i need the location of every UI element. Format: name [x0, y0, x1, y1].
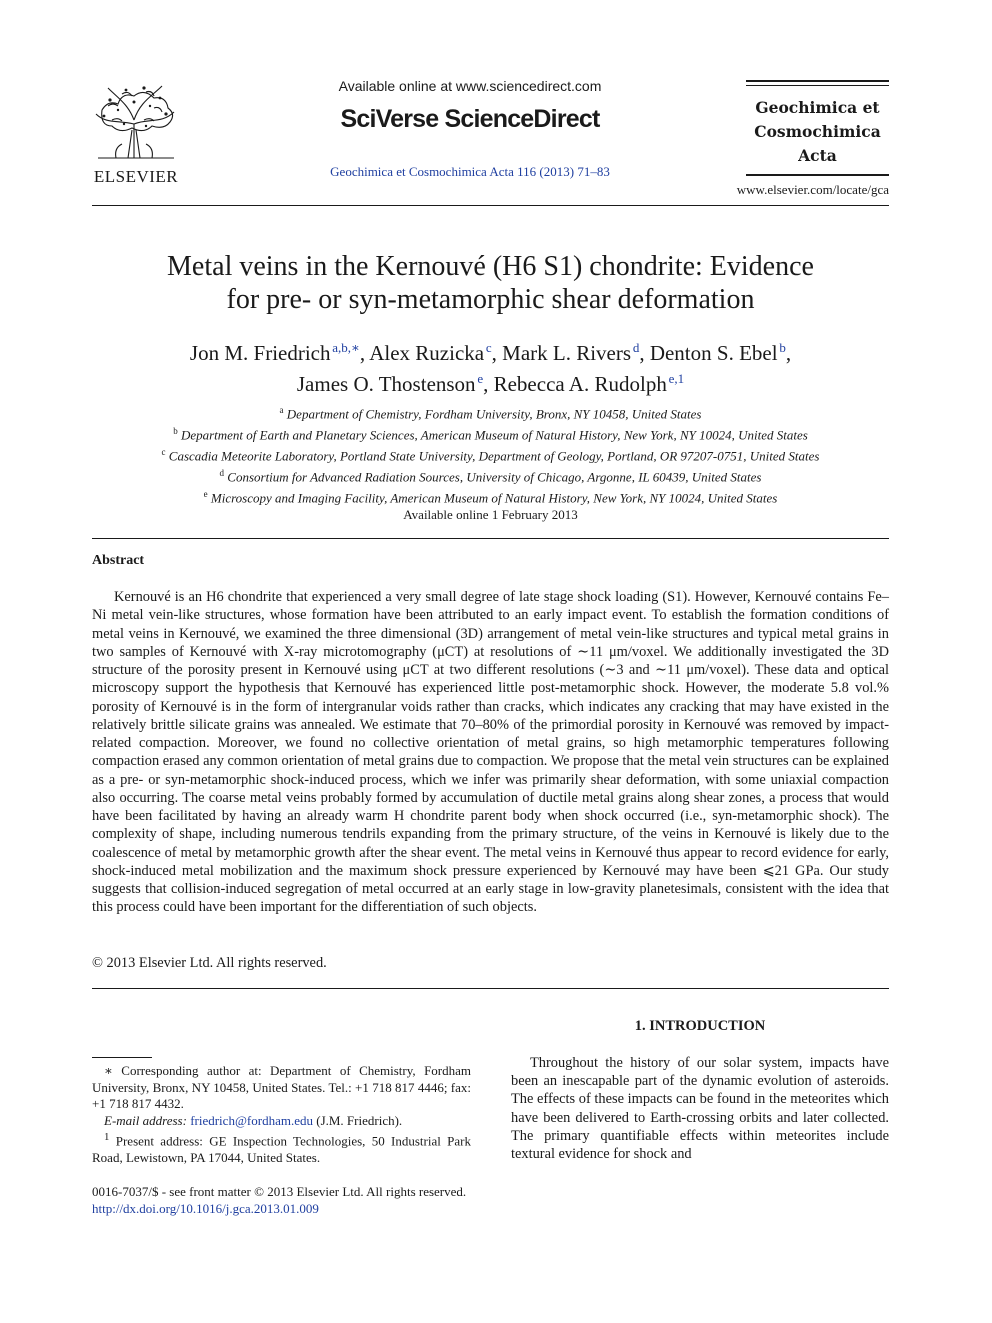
email-link[interactable]: friedrich@fordham.edu: [190, 1112, 313, 1128]
affiliation-text: Department of Earth and Planetary Sciences, American Museum of Natural History, New York, NY 10024, United States: [180, 427, 808, 443]
author-name: James O. Thostenson: [296, 372, 476, 396]
affiliation-text: Consortium for Advanced Radiation Sources, University of Chicago, Argonne, IL 60439, United States: [227, 469, 762, 485]
affiliation-text: Department of Chemistry, Fordham University, Bronx, NY 10458, United States: [286, 406, 702, 422]
available-online-line: Available online at www.sciencedirect.com: [338, 78, 602, 94]
author-name: Rebecca A. Rudolph: [493, 372, 667, 396]
author-line: [92, 366, 889, 397]
journal-url-link[interactable]: www.elsevier.com/locate/gca: [736, 182, 889, 197]
publisher-logo: [88, 80, 184, 187]
front-matter: [92, 1183, 592, 1217]
author-separator: ,: [359, 341, 370, 365]
journal-title-line: Acta: [798, 146, 837, 165]
author-affiliation-link[interactable]: e: [477, 371, 484, 386]
affiliation: [92, 423, 889, 444]
author-separator: ,: [491, 341, 503, 365]
paper-title: [92, 250, 889, 316]
affiliation-text: Microscopy and Imaging Facility, American Museum of Natural History, New York, NY 10024, United States: [210, 490, 778, 506]
abstract-copyright: © 2013 Elsevier Ltd. All rights reserved.: [92, 955, 327, 971]
platform-name: SciVerse ScienceDirect: [340, 105, 600, 133]
journal-title: [746, 86, 889, 174]
author-list: [92, 335, 889, 397]
author-affiliation-link[interactable]: b: [779, 340, 786, 355]
journal-title-box: [746, 80, 889, 176]
affiliation-text: Cascadia Meteorite Laboratory, Portland State University, Department of Geology, Portland, OR 97207-0751, United States: [168, 448, 820, 464]
available-online-date: Available online 1 February 2013: [403, 506, 578, 522]
header-divider: [92, 205, 889, 206]
footnote-text: Present address: GE Inspection Technologies, 50 Industrial Park Road, Lewistown, PA 17044, United States.: [92, 1133, 471, 1166]
author-separator: ,: [639, 341, 650, 365]
affiliation-label: d: [219, 467, 225, 478]
author-name: Alex Ruzicka: [369, 341, 485, 365]
abstract-top-rule: [92, 538, 889, 539]
journal-title-line: Geochimica et: [755, 98, 880, 117]
affiliation-label: e: [203, 488, 208, 499]
author-separator: ,: [483, 372, 494, 396]
affiliation-label: b: [173, 425, 178, 436]
title-line: Metal veins in the Kernouvé (H6 S1) chondrite: Evidence: [167, 251, 814, 282]
author-line: [92, 335, 889, 366]
footnote-present-address: [92, 1129, 471, 1167]
journal-title-line: Cosmochimica: [754, 122, 881, 141]
author-affiliation-link[interactable]: d: [632, 340, 640, 355]
footnote-email: [92, 1113, 471, 1130]
title-line: for pre- or syn-metamorphic shear deformation: [226, 284, 755, 315]
footnotes: [92, 1063, 471, 1167]
author-affiliation-link[interactable]: c: [485, 340, 492, 355]
front-matter-line: 0016-7037/$ - see front matter © 2013 Elsevier Ltd. All rights reserved.: [92, 1184, 467, 1199]
author-name: Denton S. Ebel: [649, 341, 778, 365]
author-name: Jon M. Friedrich: [189, 341, 331, 365]
author-affiliation-link[interactable]: a,b,∗: [332, 340, 360, 355]
journal-rule-bottom: [746, 174, 889, 176]
email-owner: (J.M. Friedrich).: [316, 1112, 403, 1128]
author-name: Mark L. Rivers: [502, 341, 632, 365]
affiliation-label: c: [161, 446, 166, 457]
abstract-bottom-rule: [92, 988, 889, 989]
author-separator: ,: [785, 341, 792, 365]
affiliation-label: a: [279, 405, 284, 415]
publisher-name: ELSEVIER: [93, 167, 179, 186]
journal-citation-link[interactable]: Geochimica et Cosmochimica Acta 116 (2013) 71–83: [330, 164, 610, 179]
abstract-text: Kernouvé is an H6 chondrite that experienced a very small degree of late stage shock loading (S1). However, Kernouvé contains Fe–Ni metal vein-like structures, whose formation have been attributed to an early impact event. To establish the formation conditions of metal veins in Kernouvé, we examined the three dimensional (3D) arrangement of metal vein-like structures and typical metal grains in two samples of Kernouvé with X-ray microtomography (μCT) at resolutions of ∼11 μm/voxel. We additionally investigated the 3D structure of the porosity present in Kernouvé using μCT at two different resolutions (∼3 and ∼11 μm/voxel). These data and optical microscopy support the hypothesis that Kernouvé has experienced little post-metamorphic shock. However, the moderate 5.8 vol.% porosity of Kernouvé is in the form of intergranular voids rather than cracks, which indicates any cracking that may have existed in the relatively brittle silicate grains was annealed. We estimate that 70–80% of the primordial porosity in Kernouvé was removed by impact-related compaction. Moreover, we found no collective orientation of metal grains, so high metamorphic temperatures following compaction erased any common orientation of metal grains due to compaction. We propose that the metal vein structures can be explained as a pre- or syn-metamorphic shock-induced process, which we infer was primarily shear deformation, with some uniaxial compaction also occurring. The coarse metal veins probably formed by accumulation of ductile metal grains along shear zones, a process that would have been facilitated by having an already warm H chondrite parent body when shock occurred (i.e., syn-metamorphic shock). The complexity of shape, including numerous tendrils expanding from the primary structure, of the veins in Kernouvé is likely due to the coalescence of metal by metamorphic growth after the shear event. The metal veins in Kernouvé thus appear to record evidence for early, shock-induced metal mobilization and the maximum shock pressure experienced by Kernouvé may have been ⩽21 GPa. Our study suggests that collision-induced segregation of metal occurred at an early stage in low-gravity planetesimals, consistent with the idea that this process could have been important for the differentiation of such objects.: [92, 589, 889, 916]
affiliation: [92, 444, 889, 465]
footnote-rule: [92, 1057, 152, 1058]
introduction-text: Throughout the history of our solar system, impacts have been an inescapable part of the dynamic evolution of asteroids. The effects of these impacts can be found in the meteorites which have been delivered to Earth-crossing orbits and later collected. The primary quantifiable effects within meteorites include textural evidence for shock and: [511, 1055, 889, 1163]
author-affiliation-link[interactable]: e,1: [668, 371, 685, 386]
affiliation-list: [92, 402, 889, 523]
affiliation: [92, 486, 889, 507]
footnote-mark: ∗: [104, 1063, 113, 1078]
email-label: E-mail address:: [104, 1112, 187, 1128]
abstract-heading: Abstract: [92, 553, 145, 568]
section-heading: 1. INTRODUCTION: [634, 1018, 766, 1034]
doi-link[interactable]: http://dx.doi.org/10.1016/j.gca.2013.01.009: [92, 1201, 319, 1216]
footnote-mark: 1: [104, 1131, 110, 1144]
affiliation: [92, 402, 889, 423]
affiliation: [92, 465, 889, 486]
footnote-text: Corresponding author at: Department of Chemistry, Fordham University, Bronx, NY 10458, United States. Tel.: +1 718 817 4446; fax: +1 718 817 4432.: [92, 1063, 472, 1112]
elsevier-tree-logo-icon: [88, 80, 180, 162]
footnote-corresponding: [92, 1063, 471, 1113]
